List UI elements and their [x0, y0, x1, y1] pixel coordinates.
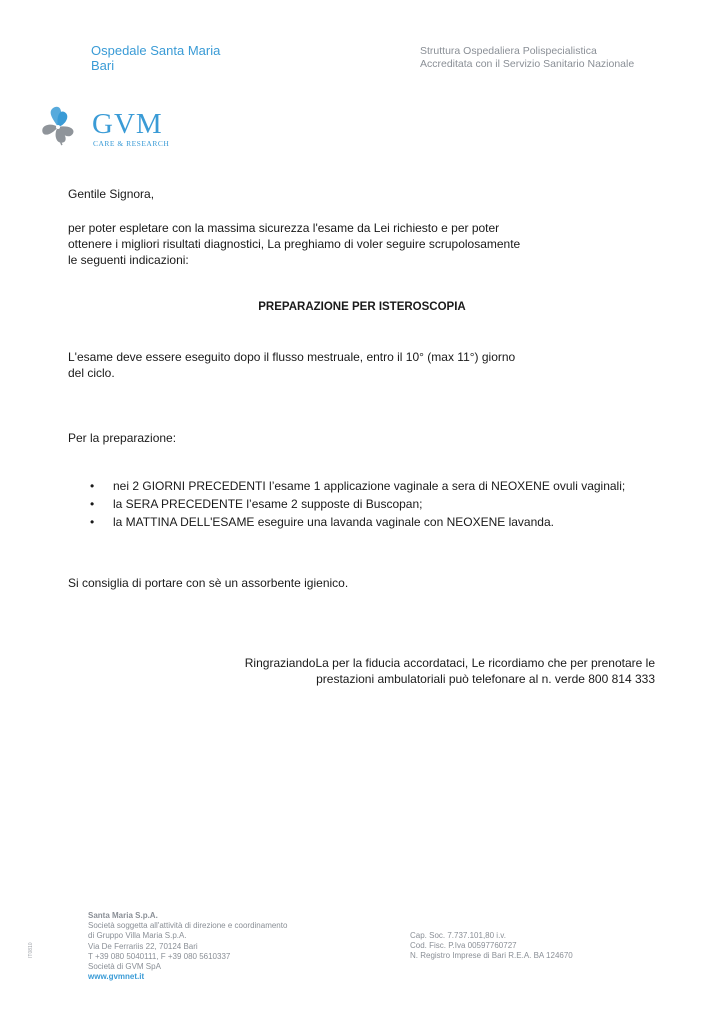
advice-paragraph: Si consiglia di portare con sè un assorbente igienico. — [68, 576, 349, 590]
bullet-icon: • — [90, 515, 95, 529]
footer-line: Via De Ferrariis 22, 70124 Bari — [88, 941, 198, 951]
list-item-text: nei 2 GIORNI PRECEDENTI l’esame 1 applicazione vaginale a sera di NEOXENE ovuli vaginali; — [113, 479, 626, 493]
hospital-name-line1: Ospedale Santa Maria — [91, 43, 221, 58]
preparation-label: Per la preparazione: — [68, 431, 177, 445]
footer-website-link[interactable]: www.gvmnet.it — [88, 972, 145, 982]
footer-company-info — [88, 911, 287, 982]
logo-text: GVM — [92, 108, 163, 140]
list-item-text: la MATTINA DELL'ESAME eseguire una lavanda vaginale con NEOXENE lavanda. — [113, 515, 554, 529]
footer-line: N. Registro Imprese di Bari R.E.A. BA 124670 — [410, 951, 573, 961]
hospital-name-line2: Bari — [91, 58, 115, 73]
closing-line: RingraziandoLa per la fiducia accordataci, Le ricordiamo che per prenotare le — [244, 656, 655, 670]
bullet-icon: • — [90, 497, 95, 511]
document-code: IT0810 — [28, 942, 34, 958]
hospital-name — [91, 43, 220, 73]
intro-line: per poter espletare con la massima sicurezza l'esame da Lei richiesto e per poter — [68, 221, 500, 235]
closing-line: prestazioni ambulatoriali può telefonare al n. verde 800 814 333 — [316, 672, 655, 686]
footer-line: Società soggetta all'attività di direzione e coordinamento — [88, 921, 288, 931]
footer-legal-info — [410, 931, 573, 962]
intro-paragraph — [68, 220, 538, 268]
timing-line: del ciclo. — [68, 366, 115, 380]
accreditation-line2: Accreditata con il Servizio Sanitario Nazionale — [420, 58, 635, 70]
timing-paragraph — [68, 349, 515, 381]
footer-line: Cap. Soc. 7.737.101,80 i.v. — [410, 931, 506, 940]
accreditation-line1: Struttura Ospedaliera Polispecialistica — [420, 45, 597, 57]
footer-company-name: Santa Maria S.p.A. — [88, 911, 158, 920]
accreditation-note — [420, 45, 634, 71]
footer-line: T +39 080 5040111, F +39 080 5610337 — [88, 951, 231, 961]
footer-line: Cod. Fisc. P.Iva 00597760727 — [410, 941, 517, 951]
timing-line: L'esame deve essere eseguito dopo il flusso mestruale, entro il 10° (max 11°) giorno — [68, 350, 516, 364]
closing-paragraph — [200, 655, 655, 687]
salutation: Gentile Signora, — [68, 187, 155, 201]
footer-line: Società di GVM SpA — [88, 962, 161, 972]
intro-line: ottenere i migliori risultati diagnostici, La preghiamo di voler seguire scrupolosamente — [68, 237, 521, 251]
list-item-text: la SERA PRECEDENTE l’esame 2 supposte di Buscopan; — [113, 497, 423, 511]
section-title: PREPARAZIONE PER ISTEROSCOPIA — [258, 301, 466, 313]
intro-line: le seguenti indicazioni: — [68, 253, 189, 267]
bullet-icon: • — [90, 479, 95, 493]
logo-subtext: CARE & RESEARCH — [93, 139, 170, 148]
footer-line: di Gruppo Villa Maria S.p.A. — [88, 931, 187, 941]
